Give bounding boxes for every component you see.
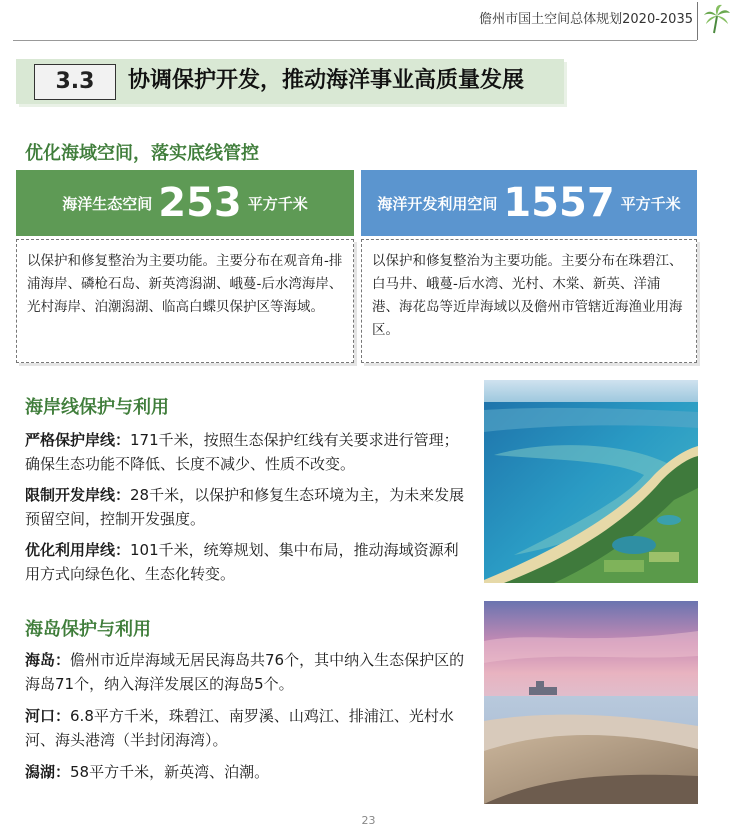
- section-number: 3.3: [34, 64, 116, 100]
- dev-space-unit: 平方千米: [620, 194, 681, 213]
- section-title: 协调保护开发，推动海洋事业高质量发展: [128, 68, 525, 93]
- island-sunset-photo: [484, 601, 698, 804]
- eco-space-description: 以保护和修复整治为主要功能。主要分布在观音角-排浦海岸、磷枪石岛、新英湾潟湖、峨蔓-后水湾海岸、光村海岸、泊潮潟湖、临高白蝶贝保护区等海域。: [16, 239, 354, 363]
- dev-space-value: 1557: [503, 180, 615, 226]
- eco-space-stat: [16, 170, 354, 236]
- island-item-islands: [25, 648, 465, 696]
- header-divider: [697, 2, 698, 40]
- coastline-item-text: 28千米，以保护和修复生态环境为主，为未来发展预留空间，控制开发强度。: [25, 486, 465, 528]
- coastline-item-text: 171千米，按照生态保护红线有关要求进行管理；确保生态功能不降低、长度不减少、性质不改变。: [25, 431, 459, 473]
- island-item-estuary: [25, 704, 465, 752]
- island-item-text: 儋州市近岸海域无居民海岛共76个，其中纳入生态保护区的海岛71个，纳入海洋发展区的海岛5个。: [25, 651, 465, 693]
- section-title-bar: [16, 59, 564, 104]
- coastline-item-text: 101千米，统筹规划、集中布局，推动海域资源利用方式向绿色化、生态化转变。: [25, 541, 459, 583]
- island-item-text: 58平方千米，新英湾、泊潮。: [70, 763, 270, 781]
- island-item-label: 潟湖：: [25, 763, 71, 781]
- header-rule: [13, 40, 697, 41]
- island-item-lagoon: [25, 760, 465, 784]
- coastline-item-strict: [25, 428, 465, 476]
- eco-space-unit: 平方千米: [247, 194, 308, 213]
- page-number: 23: [361, 814, 376, 827]
- coastline-item-label: 严格保护岸线：: [25, 431, 131, 449]
- coastline-item-label: 限制开发岸线：: [25, 486, 131, 504]
- island-item-text: 6.8平方千米，珠碧江、南罗溪、山鸡江、排浦江、光村水河、海头港湾（半封闭海湾）。: [25, 707, 454, 749]
- palm-tree-icon: [703, 4, 731, 34]
- document-title: 儋州市国土空间总体规划2020-2035: [479, 12, 693, 27]
- coastline-aerial-photo: [484, 380, 698, 583]
- island-item-label: 海岛：: [25, 651, 71, 669]
- coastline-heading: 海岸线保护与利用: [25, 397, 169, 418]
- coastline-item-limited: [25, 483, 465, 531]
- island-heading: 海岛保护与利用: [25, 619, 151, 640]
- dev-space-description: 以保护和修复整治为主要功能。主要分布在珠碧江、白马井、峨蔓-后水湾、光村、木棠、新英、洋浦港、海花岛等近岸海域以及儋州市管辖近海渔业用海区。: [361, 239, 697, 363]
- sea-area-heading: 优化海域空间，落实底线管控: [25, 143, 259, 164]
- coastline-item-label: 优化利用岸线：: [25, 541, 131, 559]
- eco-space-value: 253: [158, 180, 242, 226]
- dev-space-stat: [361, 170, 697, 236]
- island-item-label: 河口：: [25, 707, 71, 725]
- dev-space-label: 海洋开发利用空间: [377, 194, 498, 213]
- coastline-item-optimized: [25, 538, 465, 586]
- eco-space-label: 海洋生态空间: [62, 194, 153, 213]
